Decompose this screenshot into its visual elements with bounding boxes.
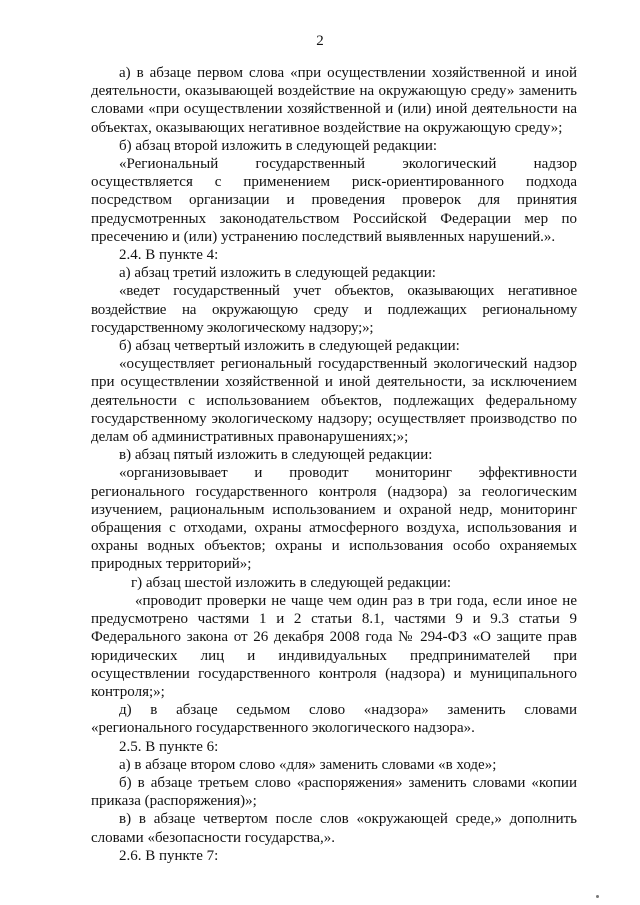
paragraph-15: а) в абзаце втором слово «для» заменить словами «в ходе»;	[119, 756, 497, 773]
paragraph-14: 2.5. В пункте 6:	[119, 738, 219, 755]
paragraph-5: а) абзац третий изложить в следующей редакции:	[119, 265, 436, 282]
paragraph-4: 2.4. В пункте 4:	[119, 247, 219, 264]
paragraph-3: «Региональный государственный экологический надзор осуществляется с применением риск-ориентированного подхода посредством организации и проведения проверок для принятия предусмотренных законодательством Российской Федерации мер по пресечению и (или) устранению последствий выявленных нарушений.».	[91, 156, 577, 245]
paragraph-13: д) в абзаце седьмом слово «надзора» заменить словами «регионального государственного экологического надзора».	[91, 702, 577, 737]
paragraph-8: «осуществляет региональный государственный экологический надзор при осуществлении хозяйственной и иной деятельности, за исключением деятельности с использованием объектов, подлежащих федеральному государственному экологическому надзору; осуществляет производство по делам об административных правонарушениях;»;	[91, 356, 577, 446]
page-number: 2	[316, 33, 324, 49]
paragraph-17: в) в абзаце четвертом после слов «окружающей среде,» дополнить словами «безопасности государства,».	[91, 811, 577, 846]
document-body	[91, 64, 577, 865]
paragraph-18: 2.6. В пункте 7:	[119, 847, 219, 864]
scan-speck-mark	[596, 895, 599, 898]
paragraph-10: «организовывает и проводит мониторинг эффективности регионального государственного контроля (надзора) за геологическим изучением, рациональным использованием и охраной недр, мониторинг обращения с отходами, охраны атмосферного воздуха, использования и охраны водных объектов; охраны и использования особо охраняемых природных территорий»;	[91, 465, 577, 573]
paragraph-6: «ведет государственный учет объектов, оказывающих негативное воздействие на окружающую среду и подлежащих региональному государственному экологическому надзору;»;	[91, 283, 577, 336]
paragraph-16: б) в абзаце третьем слово «распоряжения» заменить словами «копии приказа (распоряжения)»;	[91, 774, 577, 810]
paragraph-1: а) в абзаце первом слова «при осуществлении хозяйственной и иной деятельности, оказывающей воздействие на окружающую среду» заменить словами «при осуществлении хозяйственной и (или) иной деятельности на объектах, оказывающих негативное воздействие на окружающую среду»;	[91, 65, 577, 136]
paragraph-11: г) абзац шестой изложить в следующей редакции:	[131, 574, 452, 591]
paragraph-12: «проводит проверки не чаще чем один раз в три года, если иное не предусмотрено частями 1 и 2 статьи 8.1, частями 9 и 9.3 статьи 9 Федерального закона от 26 декабря 2008 года № 294-ФЗ «О защите прав юридических лиц и индивидуальных предпринимателей при осуществлении государственного контроля (надзора) и муниципального контроля;»;	[91, 592, 577, 700]
paragraph-7: б) абзац четвертый изложить в следующей редакции:	[119, 338, 460, 355]
paragraph-2: б) абзац второй изложить в следующей редакции:	[119, 137, 438, 154]
paragraph-9: в) абзац пятый изложить в следующей редакции:	[119, 447, 433, 464]
